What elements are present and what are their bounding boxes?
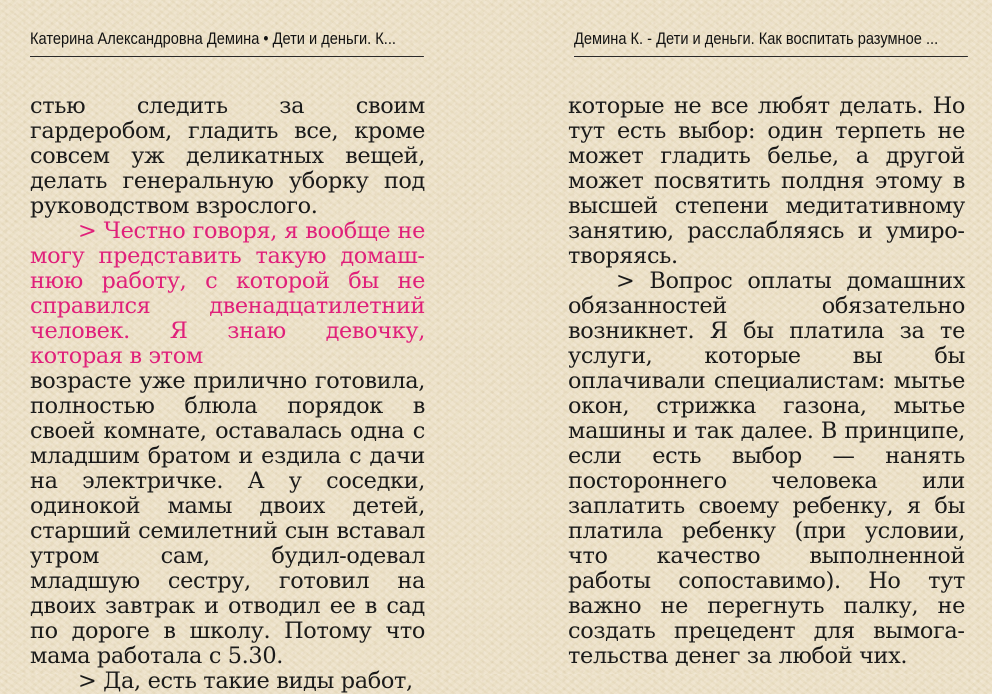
right-paragraph-2: > Вопрос оплаты домашних обязанностей обязательно возникнет. Я бы платила за те услуги, которые вы бы оплачивали специалистам: мытье окон, стрижка газона, мытье машины и так далее. В принципе, если есть выбор — нанять постороннего человека или заплатить своему ребенку, я бы платила ребенку (при условии, что качество выполненной работы сопоставимо). Но тут важно не перегнуть палку, не создать прецедент для вымогательства денег за любой чих. bbox=[568, 268, 965, 669]
right-page bbox=[568, 0, 968, 674]
right-page-text bbox=[568, 94, 965, 669]
right-running-head: Демина К. - Дети и деньги. Как воспитать разумное ... bbox=[574, 28, 968, 57]
left-page-text bbox=[30, 94, 425, 694]
left-paragraph-1: стью следить за своим гардеробом, гладить все, кроме совсем уж деликатных вещей, делать генеральную уборку под руководством взрослого. bbox=[30, 93, 425, 219]
left-page bbox=[30, 0, 430, 694]
left-paragraph-4: > Да, есть такие виды работ, bbox=[78, 668, 413, 694]
right-paragraph-1: которые не все любят делать. Но тут есть выбор: один терпеть не может гладить белье, а другой может посвятить полдня этому в высшей степени медитативному занятию, расслабляясь и умиротворяясь. bbox=[568, 93, 965, 269]
left-paragraph-3: возрасте уже прилично готовила, полностью блюла порядок в своей комнате, оставалась одна с младшим братом и ездила с дачи на электричке. А у соседки, одинокой мамы двоих детей, старший семилетний сын вставал утром сам, будил-одевал младшую сестру, готовил на двоих завтрак и отводил ее в сад по дороге в школу. Потому что мама работала с 5.30. bbox=[30, 368, 425, 669]
left-paragraph-2-highlighted: > Честно говоря, я вообще не могу представить такую домашнюю работу, с которой бы не справился двенадцатилетний человек. Я знаю девочку, которая в этом bbox=[30, 218, 425, 369]
left-running-head: Катерина Александровна Демина • Дети и деньги. К... bbox=[30, 28, 424, 57]
